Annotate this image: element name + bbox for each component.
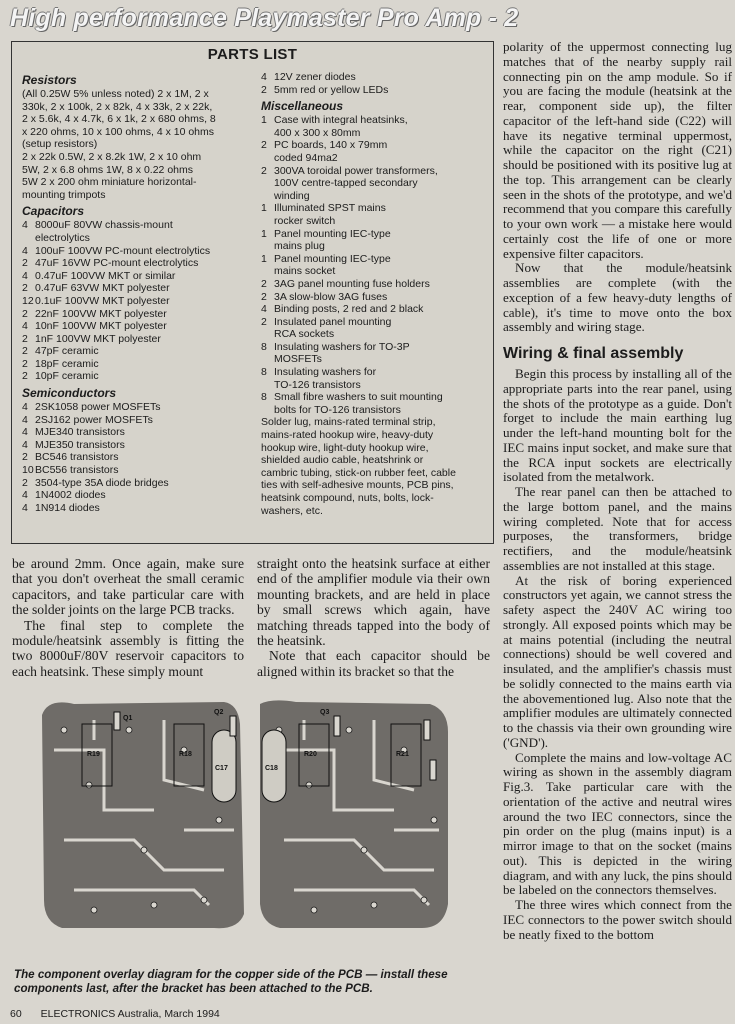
item-quantity: 2 (261, 315, 267, 328)
item-description-line: Panel mounting IEC-type (274, 227, 391, 240)
item-description-line: TO-126 transistors (274, 378, 361, 391)
item-description-line: 1nF 100VW MKT polyester (35, 332, 161, 345)
item-description-line: Insulated panel mounting (274, 315, 392, 328)
pcb-label-q2: Q2 (214, 709, 224, 716)
parts-list-item (261, 291, 489, 304)
item-description (35, 308, 258, 321)
item-description-line: PC boards, 140 x 79mm (274, 139, 388, 152)
item-description (35, 345, 258, 358)
item-description-line: Insulating washers for TO-3P (274, 340, 410, 353)
body-paragraph: Complete the mains and low-voltage AC wiring as shown in the assembly diagram Fig.3. Take particular care with the orientation of the active and neutral wires around the two IEC connectors, since the pin order on the plug (mains input) is a mirror image to that on the socket (mains out). This is depicted in the wiring diagram, and with any luck, the pins should be labeled on the connectors themselves. (503, 749, 732, 898)
item-description (35, 477, 258, 490)
parts-list-item (22, 320, 258, 333)
item-description (35, 333, 258, 346)
item-description (274, 316, 489, 341)
parts-list-item (261, 114, 489, 139)
item-description-line: 0.1uF 100VW MKT polyester (35, 294, 170, 307)
item-description-line: coded 94ma2 (274, 151, 338, 164)
item-description-line: 3A slow-blow 3AG fuses (274, 290, 388, 303)
item-quantity: 2 (22, 282, 28, 295)
item-description (274, 278, 489, 291)
body-paragraph: At the risk of boring experienced constructors yet again, we cannot stress the safety aspect the 240V AC wiring too strongly. All exposed points which may be at mains potential (including the neutral connections) should be well covered and insulated, and the amplifier's chassis must be solidly connected to the mains earth via the abovementioned lug. Also note that the amplifier modules are ultimately connected to the chassis via their own grounding wire ('GND'). (503, 572, 732, 750)
pcb-overlay-diagram (34, 690, 458, 940)
semiconductors-continued-list (261, 71, 489, 96)
item-quantity: 1 (261, 227, 267, 240)
item-quantity: 2 (22, 370, 28, 383)
item-description-line: 12V zener diodes (274, 71, 356, 83)
body-paragraph: The final step to complete the module/heatsink assembly is fitting the two 8000uF/80V reservoir capacitors to each heatsink. These simply mount (12, 617, 244, 679)
pcb-label-c18: C18 (265, 765, 278, 772)
item-description-line: 0.47uF 100VW MKT or similar (35, 269, 176, 282)
item-description-line: MOSFETs (274, 353, 322, 366)
capacitors-heading: Capacitors (22, 204, 85, 219)
item-quantity: 2 (261, 290, 267, 303)
parts-list-item (261, 303, 489, 316)
parts-list-item (261, 84, 489, 97)
item-description-line: 100V centre-tapped secondary (274, 177, 418, 190)
item-description-line: 22nF 100VW MKT polyester (35, 307, 167, 320)
body-column-2 (257, 556, 490, 679)
item-description (274, 202, 489, 227)
item-quantity: 8 (261, 340, 267, 353)
item-quantity: 2 (261, 277, 267, 290)
item-description-line: 1N4002 diodes (35, 489, 106, 502)
parts-list-item (22, 502, 258, 515)
parts-list-item (22, 489, 258, 502)
item-description-line: 47uF 16VW PC-mount electrolytics (35, 257, 199, 270)
page-number: 60 (10, 1008, 22, 1020)
item-quantity: 4 (22, 219, 28, 232)
resistors-list (22, 88, 258, 201)
item-quantity: 4 (22, 501, 28, 514)
parts-list-text-line: hookup wire, light-duty hookup wire, (261, 441, 429, 454)
item-description (35, 295, 258, 308)
parts-list-item (261, 316, 489, 341)
item-description (35, 320, 258, 333)
figure-caption: The component overlay diagram for the copper side of the PCB — install these components last, after the bracket has been attached to the PCB. (14, 968, 448, 995)
semiconductors-heading: Semiconductors (22, 386, 117, 401)
item-description (274, 139, 489, 164)
item-description-line: Panel mounting IEC-type (274, 252, 391, 265)
item-quantity: 2 (22, 451, 28, 464)
item-description-line: BC546 transistors (35, 451, 119, 464)
item-description-line: 2SK1058 power MOSFETs (35, 401, 161, 414)
item-description (35, 439, 258, 452)
item-description-line: 400 x 300 x 80mm (274, 126, 361, 139)
body-column-3 (503, 40, 732, 942)
item-description-line: 1N914 diodes (35, 501, 100, 514)
body-paragraph: straight onto the heatsink surface at either end of the amplifier module via their own mounting brackets, and are held in place by small screws which again, have matching threads tapped into the body of the heatsink. (257, 556, 490, 649)
item-description (35, 370, 258, 383)
item-description (274, 71, 489, 84)
item-description (35, 451, 258, 464)
item-quantity: 4 (22, 269, 28, 282)
body-paragraph: The three wires which connect from the IEC connectors to the power switch should be neatly fixed to the bottom (503, 897, 732, 942)
parts-list-right-column (261, 71, 489, 517)
parts-list-text-line: cambric tubing, stick-on rubber feet, cable (261, 466, 456, 479)
parts-list-item (22, 333, 258, 346)
parts-list-item (22, 270, 258, 283)
item-quantity: 1 (261, 252, 267, 265)
page-title: High performance Playmaster Pro Amp - 2 (10, 4, 519, 32)
item-quantity: 2 (22, 257, 28, 270)
parts-list-text-line: 330k, 2 x 100k, 2 x 82k, 4 x 33k, 2 x 22k, (22, 100, 213, 113)
pcb-label-c17: C17 (215, 765, 228, 772)
miscellaneous-heading: Miscellaneous (261, 99, 344, 114)
pcb-label-q1: Q1 (123, 715, 133, 722)
body-paragraph: polarity of the uppermost connecting lug matches that of the nearby supply rail connecting pin on the amp module. So if you are facing the module (heatsink at the rear, component side up), the filter capacitor of the left-hand side (C22) will have its negative terminal uppermost, while the capacitor on the right (C21) should be positioned with its positive lug at the top. This arrangement can be clearly seen in the shots of the prototype, and we'd recommend that you compare this carefully to your own work — a mistake here would certainly cost the life of one or more expensive filter capacitors. (503, 39, 732, 261)
item-description (274, 391, 489, 416)
item-quantity: 4 (261, 303, 267, 316)
parts-list-text-line: washers, etc. (261, 504, 323, 517)
parts-list-text-line: (setup resistors) (22, 138, 98, 151)
item-description-line: Binding posts, 2 red and 2 black (274, 303, 424, 316)
item-description (35, 245, 258, 258)
item-description (35, 414, 258, 427)
parts-list-item (261, 228, 489, 253)
item-description (35, 464, 258, 477)
item-description (35, 489, 258, 502)
item-description (35, 426, 258, 439)
item-description-line: Case with integral heatsinks, (274, 114, 408, 127)
body-paragraph: Now that the module/heatsink assemblies are complete (with the exception of a few heavy-duty lengths of cable), it's time to move onto the box assembly and wiring stage. (503, 260, 732, 335)
parts-list-left-column (22, 70, 258, 514)
item-description-line: electrolytics (35, 231, 90, 244)
item-description (274, 341, 489, 366)
parts-list-item (261, 278, 489, 291)
item-quantity: 4 (261, 71, 267, 83)
item-quantity: 4 (22, 401, 28, 414)
parts-list-text-line: heatsink compound, nuts, bolts, lock- (261, 492, 434, 504)
item-quantity: 12 (22, 294, 34, 307)
item-quantity: 2 (261, 83, 267, 96)
item-description (35, 358, 258, 371)
body-paragraph: Begin this process by installing all of the appropriate parts into the rear panel, using the shots of the prototype as a guide. Don't forget to include the main earthing lug under the left-hand mounting bolt for the IEC mains input socket, and make sure that the RCA input sockets are electrically isolated from the metalwork. (503, 366, 732, 485)
parts-list-text-line: 5W, 2 x 6.8 ohms 1W, 8 x 0.22 ohms (22, 163, 193, 176)
pcb-label-r21: R21 (396, 751, 409, 758)
item-description-line: winding (274, 189, 310, 202)
item-quantity: 2 (22, 345, 28, 358)
item-description (35, 282, 258, 295)
parts-list-text-line: 5W 2 x 200 ohm miniature horizontal- (22, 176, 197, 189)
item-description-line: MJE350 transistors (35, 438, 125, 451)
item-description (274, 228, 489, 253)
item-quantity: 2 (261, 139, 267, 152)
miscellaneous-trailer-text (261, 416, 489, 517)
parts-list-item (22, 308, 258, 321)
item-quantity: 2 (22, 332, 28, 345)
item-quantity: 4 (22, 426, 28, 439)
item-description-line: 8000uF 80VW chassis-mount (35, 219, 173, 232)
pcb-label-r18: R18 (179, 751, 192, 758)
parts-list-item (261, 366, 489, 391)
item-quantity: 1 (261, 202, 267, 215)
parts-list-item (261, 139, 489, 164)
parts-list-text-line: shielded audio cable, heatshrink or (261, 454, 424, 467)
semiconductors-list (22, 401, 258, 514)
item-description-line: Small fibre washers to suit mounting (274, 391, 443, 404)
item-description-line: RCA sockets (274, 328, 335, 341)
item-quantity: 8 (261, 391, 267, 404)
pcb-label-r20: R20 (304, 751, 317, 758)
parts-list-text-line: Solder lug, mains-rated terminal strip, (261, 416, 436, 429)
parts-list-item (22, 464, 258, 477)
item-description (274, 366, 489, 391)
item-description-line: 3504-type 35A diode bridges (35, 476, 169, 489)
parts-list-item (261, 165, 489, 203)
parts-list-text-line: 2 x 5.6k, 4 x 4.7k, 6 x 1k, 2 x 680 ohms, 8 (22, 113, 216, 126)
pcb-label-q3: Q3 (320, 709, 330, 716)
item-quantity: 4 (22, 413, 28, 426)
parts-list-item (22, 245, 258, 258)
item-description (35, 502, 258, 515)
item-description-line: Illuminated SPST mains (274, 202, 386, 215)
item-description (274, 165, 489, 203)
miscellaneous-list (261, 114, 489, 416)
parts-list-item (22, 282, 258, 295)
item-quantity: 4 (22, 489, 28, 502)
parts-list-item (22, 358, 258, 371)
item-description-line: 10nF 100VW MKT polyester (35, 320, 167, 333)
item-description-line: mains plug (274, 240, 325, 253)
item-description-line: BC556 transistors (35, 464, 119, 477)
parts-list-item (261, 341, 489, 366)
wiring-section-heading: Wiring & final assembly (503, 345, 684, 362)
parts-list-text-line: mains-rated hookup wire, heavy-duty (261, 429, 434, 442)
parts-list-item (261, 253, 489, 278)
parts-list-item (22, 426, 258, 439)
publication-info: ELECTRONICS Australia, March 1994 (40, 1008, 220, 1020)
parts-list-item (22, 401, 258, 414)
item-description-line: 300VA toroidal power transformers, (274, 164, 438, 177)
capacitors-list (22, 219, 258, 383)
item-description-line: 2SJ162 power MOSFETs (35, 413, 153, 426)
parts-list-item (261, 391, 489, 416)
item-description (274, 253, 489, 278)
item-description-line: 3AG panel mounting fuse holders (274, 277, 430, 290)
body-paragraph: The rear panel can then be attached to the large bottom panel, and the mains wiring completed. Note that for access purposes, the transformers, bridge rectifiers, and the module/heatsink assemblies are not installed at this stage. (503, 484, 732, 573)
parts-list-heading: PARTS LIST (207, 46, 298, 63)
item-description (274, 84, 489, 97)
parts-list-item (22, 257, 258, 270)
item-quantity: 4 (22, 320, 28, 333)
item-quantity: 4 (22, 244, 28, 257)
item-description (35, 270, 258, 283)
pcb-label-r19: R19 (87, 751, 100, 758)
parts-list-item (22, 477, 258, 490)
item-description (35, 219, 258, 244)
item-description (274, 303, 489, 316)
page-footer (10, 1008, 220, 1020)
item-quantity: 4 (22, 438, 28, 451)
item-quantity: 8 (261, 366, 267, 379)
parts-list-text-line: ties with self-adhesive mounts, PCB pins, (261, 479, 454, 492)
item-description-line: 5mm red or yellow LEDs (274, 83, 389, 96)
parts-list-item (22, 295, 258, 308)
item-description (274, 291, 489, 304)
item-description-line: 18pF ceramic (35, 357, 99, 370)
item-description-line: mains socket (274, 265, 336, 278)
item-quantity: 1 (261, 114, 267, 127)
parts-list-item (22, 219, 258, 244)
parts-list-item (22, 451, 258, 464)
item-description-line: Insulating washers for (274, 366, 377, 379)
parts-list-item (22, 345, 258, 358)
item-quantity: 2 (261, 164, 267, 177)
parts-list-item (261, 202, 489, 227)
item-quantity: 10 (22, 464, 34, 477)
item-description-line: rocker switch (274, 214, 336, 227)
parts-list-item (22, 439, 258, 452)
item-quantity: 2 (22, 357, 28, 370)
parts-list-text-line: mounting trimpots (22, 188, 106, 201)
body-paragraph: Note that each capacitor should be aligned within its bracket so that the (257, 648, 490, 679)
parts-list-item (22, 414, 258, 427)
item-description-line: 100uF 100VW PC-mount electrolytics (35, 244, 211, 257)
parts-list-item (261, 71, 489, 84)
item-description (274, 114, 489, 139)
item-quantity: 2 (22, 476, 28, 489)
body-column-1 (12, 556, 244, 679)
item-description-line: MJE340 transistors (35, 426, 125, 439)
parts-list-item (22, 370, 258, 383)
item-description (35, 401, 258, 414)
parts-list-text-line: 2 x 22k 0.5W, 2 x 8.2k 1W, 2 x 10 ohm (22, 150, 202, 163)
item-quantity: 2 (22, 307, 28, 320)
item-description (35, 257, 258, 270)
body-paragraph: be around 2mm. Once again, make sure that you don't overheat the small ceramic capacitors, and take particular care with the solder joints on the large PCB tracks. (12, 556, 244, 618)
resistors-heading: Resistors (22, 73, 77, 87)
item-description-line: bolts for TO-126 transistors (274, 403, 401, 416)
parts-list-text-line: (All 0.25W 5% unless noted) 2 x 1M, 2 x (22, 88, 209, 100)
item-description-line: 0.47uF 63VW MKT polyester (35, 282, 170, 295)
parts-list-text-line: x 220 ohms, 10 x 100 ohms, 4 x 10 ohms (22, 125, 215, 138)
item-description-line: 47pF ceramic (35, 345, 99, 358)
item-description-line: 10pF ceramic (35, 370, 99, 383)
parts-list-box (11, 41, 494, 544)
